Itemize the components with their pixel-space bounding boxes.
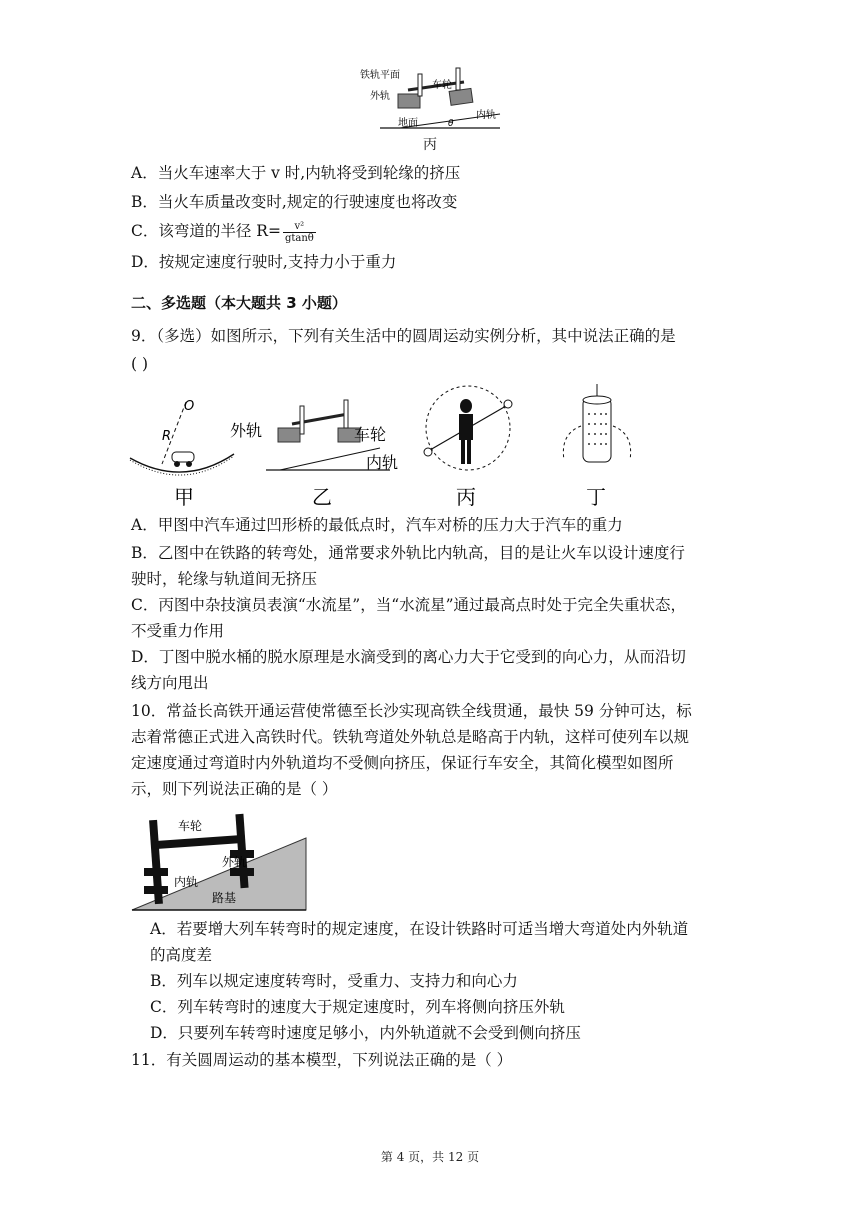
q10-option-d: D．只要列车转弯时速度足够小，内外轨道就不会受到侧向挤压: [150, 1024, 581, 1042]
q9-fig-ding-caption: 丁: [586, 485, 606, 508]
q10-fig-label-wheel: 车轮: [178, 819, 203, 833]
q10-stem-line1: 10．常益长高铁开通运营使常德至长沙实现高铁全线贯通，最快 59 分钟可达，标: [131, 702, 692, 720]
q9-option-d-line1: D．丁图中脱水桶的脱水原理是水滴受到的离心力大于它受到的向心力，从而沿切: [131, 648, 686, 666]
q8-fig-label-wheel: 车轮: [432, 80, 452, 91]
q8-option-c-fraction: [283, 221, 316, 244]
q9-figure-jia: [128, 388, 238, 508]
q9-option-d-line2: 线方向甩出: [131, 674, 209, 692]
q8-fig-label-outer: 外轨: [370, 91, 390, 102]
q10-fig-label-inner: 内轨: [174, 875, 199, 889]
q10-option-b: B．列车以规定速度转弯时，受重力、支持力和向心力: [150, 972, 518, 990]
q8-fig-label-ground: 地面: [398, 118, 418, 129]
q8-figure-bing: [360, 66, 510, 132]
q9-figure-bing: [416, 380, 526, 508]
q10-option-a-line2: 的高度差: [150, 946, 213, 964]
q9-fig-yi-label-wheel: 车轮: [354, 425, 387, 444]
q9-figure-yi: [230, 398, 410, 508]
q9-fig-jia-label-r: R: [162, 429, 172, 444]
q9-fig-jia-caption: 甲: [174, 485, 194, 508]
q9-option-a: A．甲图中汽车通过凹形桥的最低点时，汽车对桥的压力大于汽车的重力: [131, 516, 623, 534]
q9-figure-ding: [556, 380, 646, 508]
q9-option-c-line1: C．丙图中杂技演员表演“水流星”，当“水流星”通过最高点时处于完全失重状态，: [131, 596, 687, 614]
q9-stem-line2: ( ): [131, 355, 149, 373]
q8-fig-label-inner: 内轨: [476, 110, 496, 121]
q10-fig-label-outer: 外轨: [222, 855, 247, 869]
q10-stem-line2: 志着常德正式进入高铁时代。铁轨弯道处外轨总是略高于内轨，这样可使列车以规: [131, 728, 690, 746]
q8-option-b: B．当火车质量改变时,规定的行驶速度也将改变: [131, 193, 458, 211]
q9-fig-yi-caption: 乙: [312, 485, 332, 508]
q10-stem-line3: 定速度通过弯道时内外轨道均不受侧向挤压，保证行车安全，其简化模型如图所: [131, 754, 674, 772]
q10-figure: [130, 810, 310, 914]
q10-option-c: C．列车转弯时的速度大于规定速度时，列车将侧向挤压外轨: [150, 998, 565, 1016]
q8-fraction-denominator: gtanθ: [284, 232, 314, 244]
q9-option-b-line2: 驶时，轮缘与轨道间无挤压: [131, 570, 318, 588]
q9-fig-bing-caption: 丙: [456, 485, 476, 508]
q9-fig-yi-label-inner: 内轨: [366, 453, 399, 472]
q11-stem: 11．有关圆周运动的基本模型，下列说法正确的是（ ）: [131, 1051, 513, 1069]
page-footer: 第 4 页，共 12 页: [380, 1150, 480, 1164]
q8-option-a: A．当火车速率大于 v 时,内轨将受到轮缘的挤压: [131, 164, 461, 182]
q8-option-c: [131, 220, 316, 244]
q9-fig-yi-label-outer: 外轨: [230, 421, 263, 440]
q10-fig-label-base: 路基: [212, 891, 237, 905]
section-title-multiple-choice: 二、多选题（本大题共 3 小题）: [131, 294, 347, 312]
q8-fig-label-theta: θ: [448, 119, 454, 129]
q10-option-a-line1: A．若要增大列车转弯时的规定速度，在设计铁路时可适当增大弯道处内外轨道: [150, 920, 689, 938]
q9-option-b-line1: B．乙图中在铁路的转弯处，通常要求外轨比内轨高，目的是让火车以设计速度行: [131, 544, 685, 562]
q8-fraction-numerator: v²: [283, 221, 316, 233]
q9-stem-line1: 9．（多选）如图所示，下列有关生活中的圆周运动实例分析，其中说法正确的是: [131, 327, 676, 345]
q8-figure-caption: 丙: [423, 137, 437, 153]
q9-option-c-line2: 不受重力作用: [131, 622, 225, 640]
q9-fig-jia-label-o: O: [184, 399, 195, 414]
q8-option-c-text: C．该弯道的半径 R=: [131, 222, 281, 240]
q8-option-d: D．按规定速度行驶时,支持力小于重力: [131, 253, 397, 271]
q8-fig-label-plane: 铁轨平面: [360, 70, 400, 81]
q10-stem-line4: 示，则下列说法正确的是（ ）: [131, 780, 338, 798]
